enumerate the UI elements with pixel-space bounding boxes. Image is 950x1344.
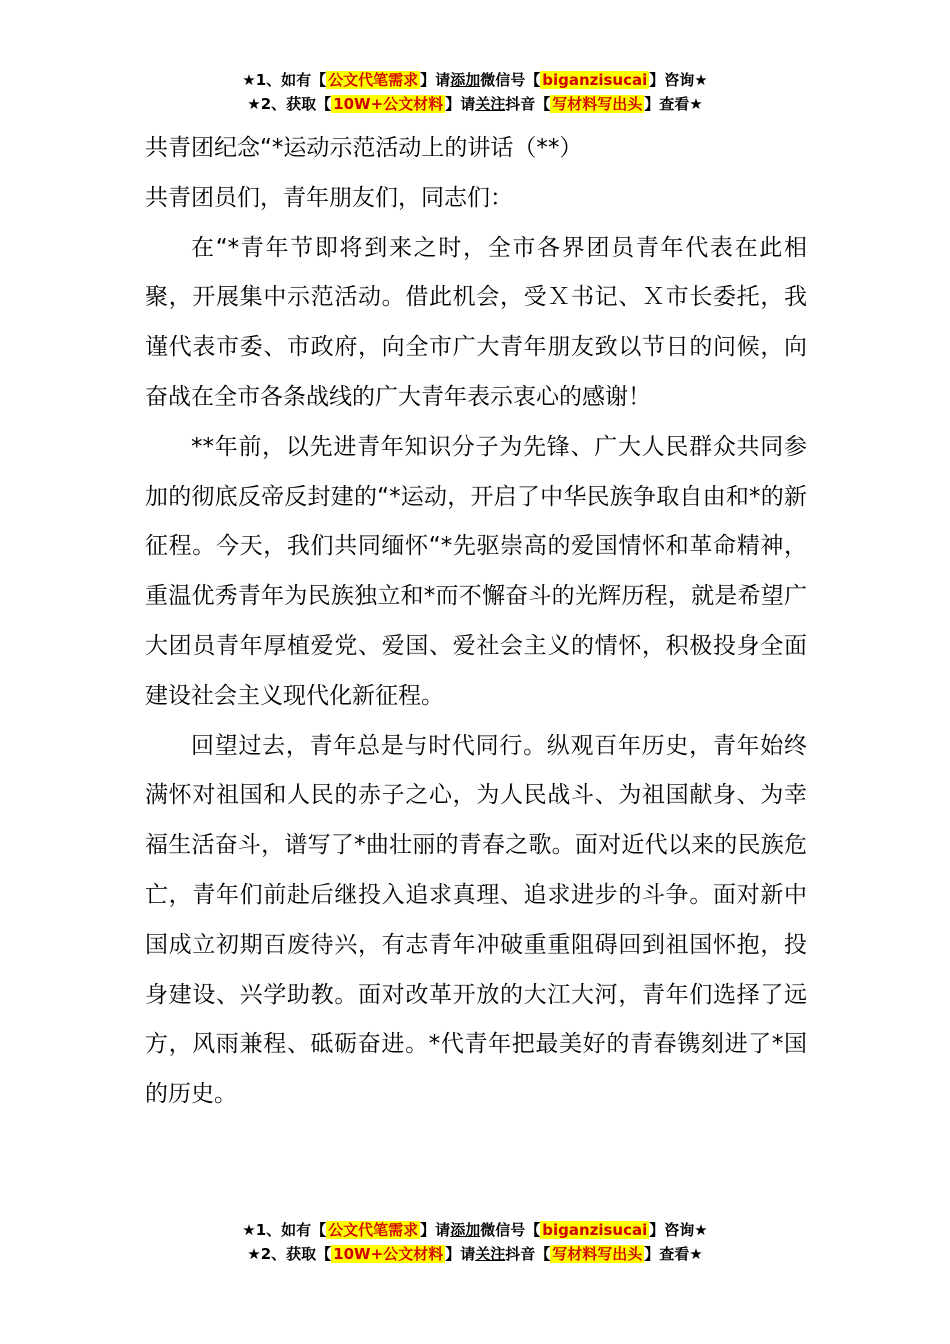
banner-text: ★1、如有【 bbox=[242, 71, 327, 89]
banner-highlight: 10W+公文材料 bbox=[333, 1245, 444, 1263]
banner-text: 抖音【 bbox=[505, 95, 551, 113]
banner-highlight: 写材料写出头 bbox=[552, 1245, 643, 1263]
banner-text: 】请 bbox=[445, 1245, 476, 1263]
banner-underline: 关注 bbox=[475, 1245, 506, 1263]
banner-highlight: 公文代笔需求 bbox=[328, 1221, 419, 1239]
paragraph: 在“*青年节即将到来之时，全市各界团员青年代表在此相聚，开展集中示范活动。借此机会，受Ｘ书记、Ｘ市长委托，我谨代表市委、市政府，向全市广大青年朋友致以节日的问候，向奋战在全市各条战线的广大青年表示衷心的感谢！ bbox=[145, 234, 807, 410]
banner-text: 微信号【 bbox=[480, 1221, 541, 1239]
banner-text: 】查看★ bbox=[644, 95, 703, 113]
banner-line-1 bbox=[0, 1218, 950, 1242]
document-title: 共青团纪念“*运动示范活动上的讲话（**） bbox=[145, 135, 583, 161]
banner-text: 】咨询★ bbox=[649, 1221, 708, 1239]
banner-text: 】咨询★ bbox=[649, 71, 708, 89]
banner-highlight: 公文代笔需求 bbox=[328, 71, 419, 89]
banner-underline: 添加 bbox=[450, 71, 481, 89]
banner-highlight: 写材料写出头 bbox=[552, 95, 643, 113]
banner-text: ★2、获取【 bbox=[247, 95, 332, 113]
banner-highlight: 10W+公文材料 bbox=[333, 95, 444, 113]
banner-text: 微信号【 bbox=[480, 71, 541, 89]
document-body bbox=[145, 124, 807, 1120]
bottom-promo-banner bbox=[0, 1218, 950, 1266]
banner-highlight: biganzisucai bbox=[542, 1221, 648, 1239]
banner-line-2 bbox=[0, 92, 950, 116]
banner-line-1 bbox=[0, 68, 950, 92]
banner-text: 】请 bbox=[445, 95, 476, 113]
banner-text: 抖音【 bbox=[505, 1245, 551, 1263]
banner-text: ★2、获取【 bbox=[247, 1245, 332, 1263]
banner-line-2 bbox=[0, 1242, 950, 1266]
banner-underline: 关注 bbox=[475, 95, 506, 113]
banner-text: ★1、如有【 bbox=[242, 1221, 327, 1239]
banner-text: 】请 bbox=[420, 1221, 451, 1239]
banner-underline: 添加 bbox=[450, 1221, 481, 1239]
paragraph: **年前，以先进青年知识分子为先锋、广大人民群众共同参加的彻底反帝反封建的“*运动，开启了中华民族争取自由和*的新征程。今天，我们共同缅怀“*先驱崇高的爱国情怀和革命精神，重温优秀青年为民族独立和*而不懈奋斗的光辉历程，就是希望广大团员青年厚植爱党、爱国、爱社会主义的情怀，积极投身全面建设社会主义现代化新征程。 bbox=[145, 433, 807, 709]
top-promo-banner bbox=[0, 68, 950, 116]
paragraph: 回望过去，青年总是与时代同行。纵观百年历史，青年始终满怀对祖国和人民的赤子之心，为人民战斗、为祖国献身、为幸福生活奋斗，谱写了*曲壮丽的青春之歌。面对近代以来的民族危亡，青年们前赴后继投入追求真理、追求进步的斗争。面对新中国成立初期百废待兴，有志青年冲破重重阻碍回到祖国怀抱，投身建设、兴学助教。面对改革开放的大江大河，青年们选择了远方，风雨兼程、砥砺奋进。*代青年把最美好的青春镌刻进了*国的历史。 bbox=[145, 732, 807, 1108]
banner-text: 】请 bbox=[420, 71, 451, 89]
salutation: 共青团员们，青年朋友们，同志们： bbox=[145, 184, 513, 211]
banner-highlight: biganzisucai bbox=[542, 71, 648, 89]
banner-text: 】查看★ bbox=[644, 1245, 703, 1263]
